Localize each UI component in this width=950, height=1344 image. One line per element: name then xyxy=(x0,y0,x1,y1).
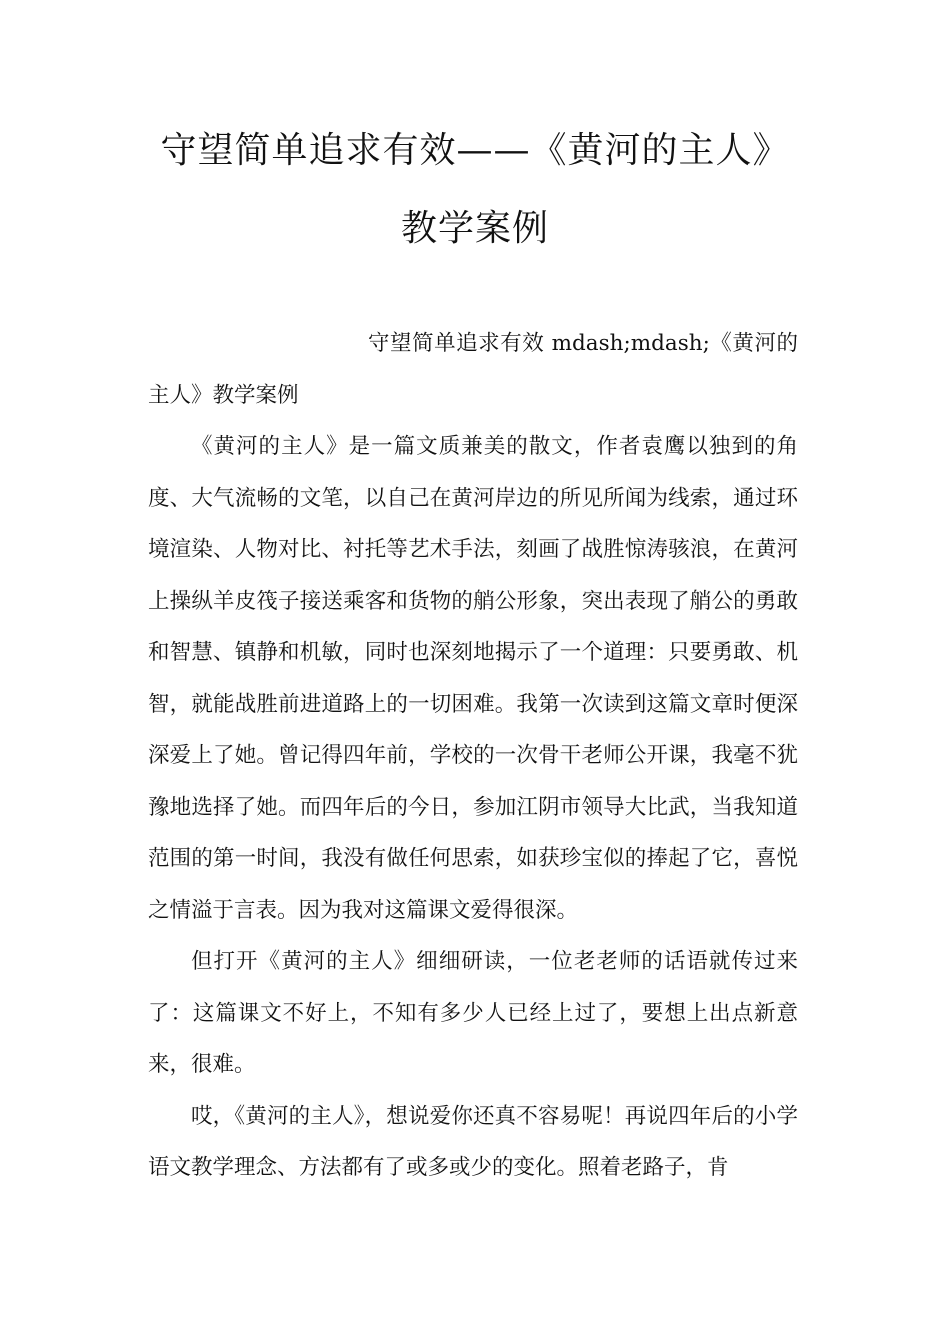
paragraph-1: 《黄河的主人》是一篇文质兼美的散文，作者袁鹰以独到的角度、大气流畅的文笔，以自己在黄河岸边的所见所闻为线索，通过环境渲染、人物对比、衬托等艺术手法，刻画了战胜惊涛骇浪，在黄河上操纵羊皮筏子接送乘客和货物的艄公形象，突出表现了艄公的勇敢和智慧、镇静和机敏，同时也深刻地揭示了一个道理：只要勇敢、机智，就能战胜前进道路上的一切困难。我第一次读到这篇文章时便深深爱上了她。曾记得四年前，学校的一次骨干老师公开课，我毫不犹豫地选择了她。而四年后的今日，参加江阴市领导大比武，当我知道范围的第一时间，我没有做任何思索，如获珍宝似的捧起了它，喜悦之情溢于言表。因为我对这篇课文爱得很深。 xyxy=(148,434,798,923)
document-title: 守望简单追求有效——《黄河的主人》教学案例 xyxy=(160,130,790,249)
paragraph-3: 哎，《黄河的主人》，想说爱你还真不容易呢！再说四年后的小学语文教学理念、方法都有了或多或少的变化。照着老路子，肯 xyxy=(148,1103,798,1180)
document-subtitle: 守望简单追求有效 mdash;mdash;《黄河的主人》教学案例 xyxy=(148,331,798,408)
paragraph-2: 但打开《黄河的主人》细细研读，一位老老师的话语就传过来了：这篇课文不好上，不知有多少人已经上过了，要想上出点新意来，很难。 xyxy=(148,949,798,1077)
document-body xyxy=(148,318,798,1194)
